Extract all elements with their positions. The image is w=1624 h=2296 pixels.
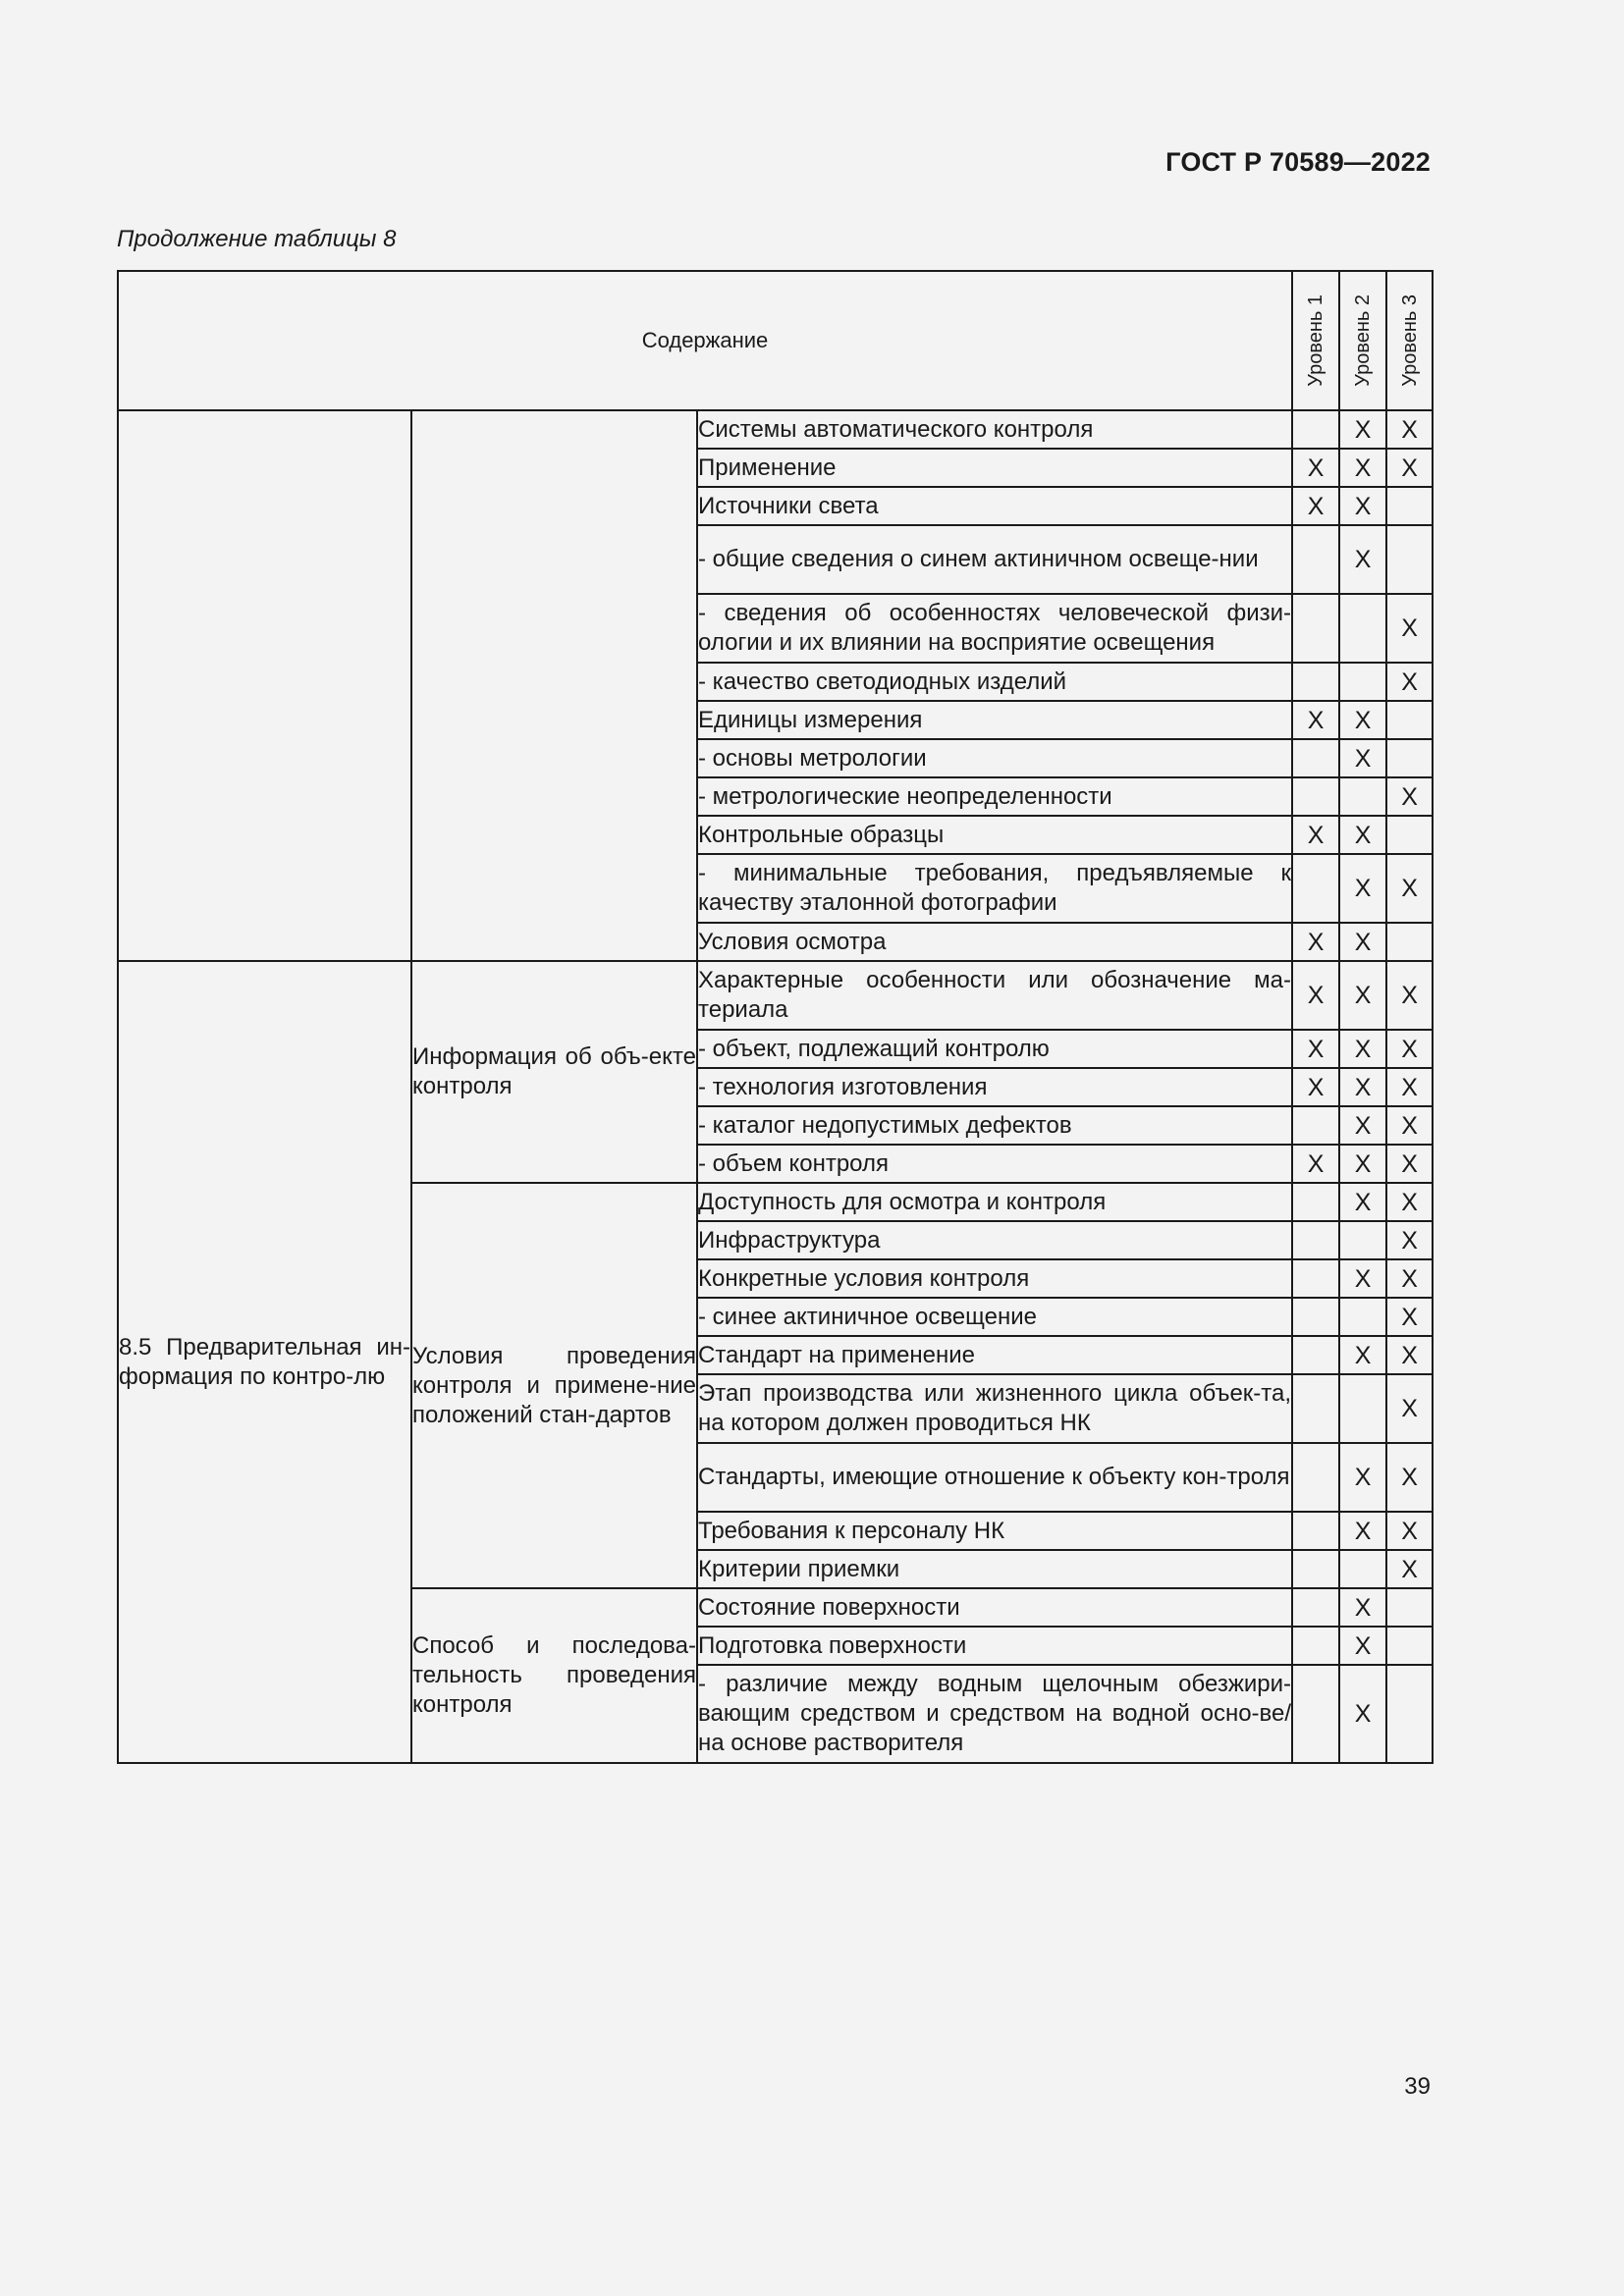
level-3-mark: X: [1386, 410, 1433, 449]
level-1-mark: [1292, 1259, 1339, 1298]
content-item: - объект, подлежащий контролю: [697, 1030, 1292, 1068]
level-3-mark: X: [1386, 1183, 1433, 1221]
content-item: - каталог недопустимых дефектов: [697, 1106, 1292, 1145]
content-item: - качество светодиодных изделий: [697, 663, 1292, 701]
content-item: Контрольные образцы: [697, 816, 1292, 854]
level-3-mark: [1386, 701, 1433, 739]
document-code: ГОСТ Р 70589—2022: [1165, 147, 1431, 177]
level-1-mark: [1292, 1221, 1339, 1259]
level-3-mark: [1386, 1665, 1433, 1763]
level-3-mark: X: [1386, 1550, 1433, 1588]
content-item: - различие между водным щелочным обезжири-вающим средством и средством на водной осно-ве/на основе растворителя: [697, 1665, 1292, 1763]
table-caption: Продолжение таблицы 8: [117, 226, 397, 252]
content-item: Этап производства или жизненного цикла объек-та, на котором должен проводиться НК: [697, 1374, 1292, 1443]
content-item: Источники света: [697, 487, 1292, 525]
level-2-mark: X: [1339, 1183, 1386, 1221]
level-2-mark: X: [1339, 1588, 1386, 1627]
level-1-mark: [1292, 663, 1339, 701]
subsection-cell: Способ и последова-тельность проведения контроля: [411, 1588, 697, 1763]
level-3-mark: X: [1386, 449, 1433, 487]
level-2-mark: [1339, 1374, 1386, 1443]
level-2-mark: X: [1339, 739, 1386, 777]
level-1-mark: [1292, 854, 1339, 923]
content-item: Применение: [697, 449, 1292, 487]
level-2-header: [1339, 271, 1386, 410]
content-item: - объем контроля: [697, 1145, 1292, 1183]
level-1-mark: [1292, 777, 1339, 816]
content-item: - сведения об особенностях человеческой физи-ологии и их влиянии на восприятие освещения: [697, 594, 1292, 663]
level-2-mark: [1339, 663, 1386, 701]
level-3-mark: X: [1386, 777, 1433, 816]
level-2-mark: X: [1339, 923, 1386, 961]
level-1-mark: X: [1292, 701, 1339, 739]
level-1-mark: [1292, 739, 1339, 777]
level-1-mark: X: [1292, 1145, 1339, 1183]
level-2-mark: [1339, 1221, 1386, 1259]
level-1-mark: [1292, 1588, 1339, 1627]
content-item: - основы метрологии: [697, 739, 1292, 777]
level-3-mark: [1386, 816, 1433, 854]
content-item: Характерные особенности или обозначение ма-териала: [697, 961, 1292, 1030]
level-3-mark: X: [1386, 1259, 1433, 1298]
level-3-mark: X: [1386, 854, 1433, 923]
content-column-header: Содержание: [118, 271, 1292, 410]
level-3-mark: [1386, 1627, 1433, 1665]
level-1-mark: [1292, 1443, 1339, 1512]
content-item: Конкретные условия контроля: [697, 1259, 1292, 1298]
level-1-mark: [1292, 1665, 1339, 1763]
level-1-mark: X: [1292, 961, 1339, 1030]
level-2-mark: [1339, 1550, 1386, 1588]
level-1-mark: X: [1292, 1068, 1339, 1106]
level-3-mark: [1386, 739, 1433, 777]
level-2-mark: X: [1339, 1259, 1386, 1298]
level-3-mark: X: [1386, 1336, 1433, 1374]
level-1-mark: [1292, 525, 1339, 594]
level-3-mark: X: [1386, 1106, 1433, 1145]
level-1-mark: [1292, 1627, 1339, 1665]
content-item: Инфраструктура: [697, 1221, 1292, 1259]
content-table: [117, 270, 1434, 1764]
level-1-mark: [1292, 1106, 1339, 1145]
level-2-mark: X: [1339, 816, 1386, 854]
content-item: - метрологические неопределенности: [697, 777, 1292, 816]
level-3-mark: X: [1386, 1068, 1433, 1106]
level-2-mark: X: [1339, 1627, 1386, 1665]
level-1-label: Уровень 1: [1305, 294, 1327, 387]
section-cell: [118, 410, 411, 961]
level-2-label: Уровень 2: [1352, 294, 1375, 387]
level-3-mark: [1386, 487, 1433, 525]
level-3-mark: [1386, 1588, 1433, 1627]
table-body: [118, 410, 1433, 1763]
content-item: Подготовка поверхности: [697, 1627, 1292, 1665]
level-2-mark: [1339, 1298, 1386, 1336]
level-1-mark: [1292, 1374, 1339, 1443]
level-2-mark: X: [1339, 1145, 1386, 1183]
level-1-mark: [1292, 1550, 1339, 1588]
level-1-mark: [1292, 1298, 1339, 1336]
level-1-mark: [1292, 1183, 1339, 1221]
content-item: Условия осмотра: [697, 923, 1292, 961]
level-3-mark: X: [1386, 1512, 1433, 1550]
content-item: Критерии приемки: [697, 1550, 1292, 1588]
section-cell: 8.5 Предварительная ин-формация по контро-лю: [118, 961, 411, 1763]
level-3-mark: X: [1386, 1030, 1433, 1068]
level-3-mark: [1386, 525, 1433, 594]
content-item: Единицы измерения: [697, 701, 1292, 739]
content-item: Состояние поверхности: [697, 1588, 1292, 1627]
content-item: Системы автоматического контроля: [697, 410, 1292, 449]
level-3-header: [1386, 271, 1433, 410]
level-3-mark: X: [1386, 961, 1433, 1030]
level-2-mark: X: [1339, 410, 1386, 449]
level-1-mark: X: [1292, 1030, 1339, 1068]
content-item: - минимальные требования, предъявляемые к качеству эталонной фотографии: [697, 854, 1292, 923]
content-item: Требования к персоналу НК: [697, 1512, 1292, 1550]
level-2-mark: X: [1339, 1336, 1386, 1374]
level-3-mark: X: [1386, 1145, 1433, 1183]
level-2-mark: X: [1339, 1106, 1386, 1145]
level-2-mark: X: [1339, 1665, 1386, 1763]
level-1-mark: [1292, 410, 1339, 449]
content-item: Стандарты, имеющие отношение к объекту кон-троля: [697, 1443, 1292, 1512]
content-item: - синее актиничное освещение: [697, 1298, 1292, 1336]
level-1-mark: X: [1292, 816, 1339, 854]
level-1-mark: [1292, 1512, 1339, 1550]
level-2-mark: X: [1339, 1030, 1386, 1068]
level-2-mark: X: [1339, 487, 1386, 525]
subsection-cell: Информация об объ-екте контроля: [411, 961, 697, 1183]
level-3-mark: X: [1386, 594, 1433, 663]
level-2-mark: X: [1339, 449, 1386, 487]
subsection-cell: Условия проведения контроля и примене-ние положений стан-дартов: [411, 1183, 697, 1588]
level-3-label: Уровень 3: [1398, 294, 1421, 387]
level-1-mark: X: [1292, 487, 1339, 525]
level-2-mark: X: [1339, 961, 1386, 1030]
level-2-mark: X: [1339, 1443, 1386, 1512]
page-number: 39: [1404, 2073, 1431, 2100]
level-3-mark: X: [1386, 663, 1433, 701]
content-item: - общие сведения о синем актиничном освеще-нии: [697, 525, 1292, 594]
content-item: Доступность для осмотра и контроля: [697, 1183, 1292, 1221]
level-1-mark: [1292, 1336, 1339, 1374]
subsection-cell: [411, 410, 697, 961]
level-2-mark: X: [1339, 525, 1386, 594]
level-1-header: [1292, 271, 1339, 410]
level-2-mark: X: [1339, 1512, 1386, 1550]
level-2-mark: [1339, 594, 1386, 663]
level-1-mark: X: [1292, 923, 1339, 961]
content-item: Стандарт на применение: [697, 1336, 1292, 1374]
level-3-mark: [1386, 923, 1433, 961]
level-3-mark: X: [1386, 1443, 1433, 1512]
level-2-mark: X: [1339, 701, 1386, 739]
level-1-mark: [1292, 594, 1339, 663]
level-3-mark: X: [1386, 1298, 1433, 1336]
table-header-row: [118, 271, 1433, 410]
table-row: [118, 961, 1433, 1030]
table-row: [118, 410, 1433, 449]
level-2-mark: X: [1339, 854, 1386, 923]
level-3-mark: X: [1386, 1221, 1433, 1259]
level-2-mark: [1339, 777, 1386, 816]
content-item: - технология изготовления: [697, 1068, 1292, 1106]
level-3-mark: X: [1386, 1374, 1433, 1443]
level-2-mark: X: [1339, 1068, 1386, 1106]
level-1-mark: X: [1292, 449, 1339, 487]
